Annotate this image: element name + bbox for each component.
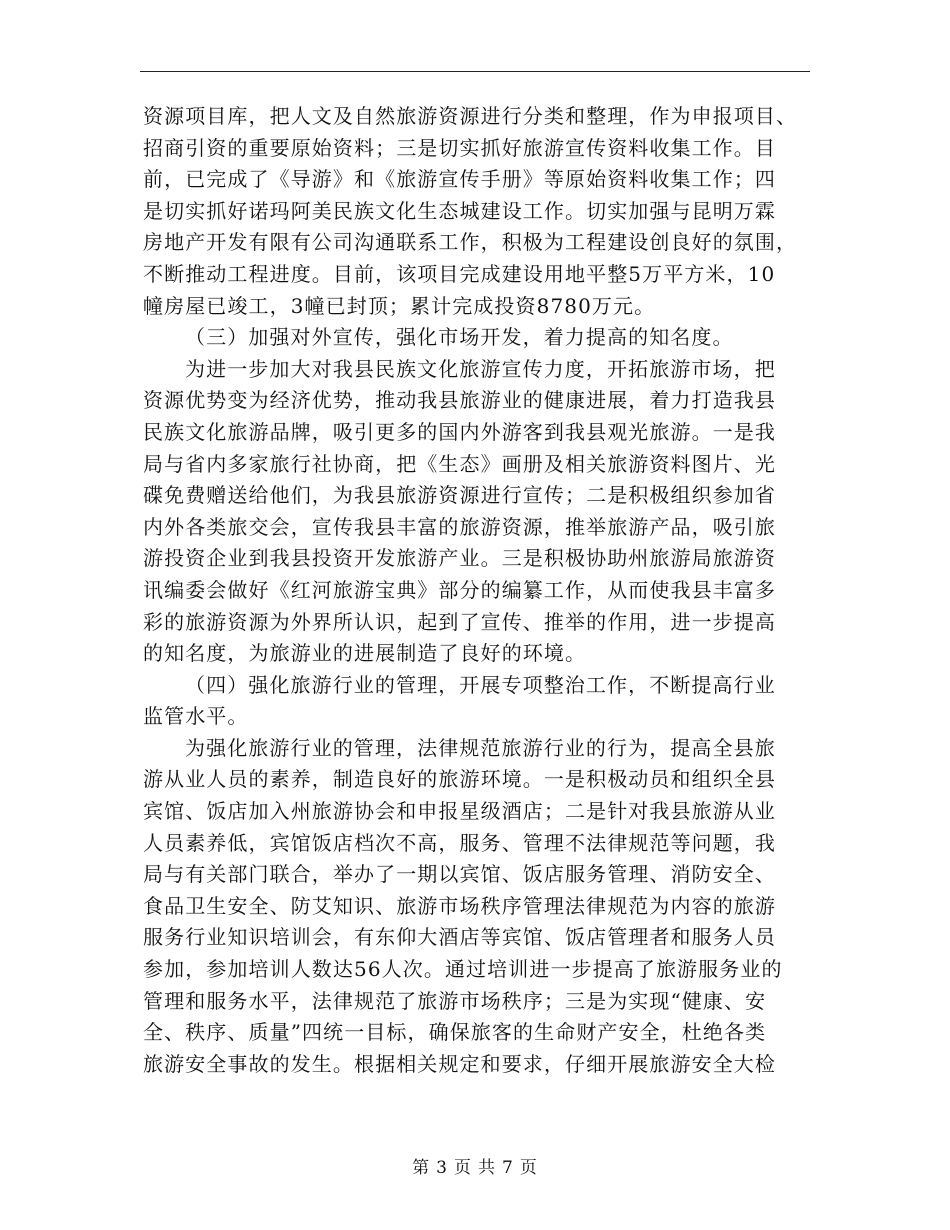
text-line: 房地产开发有限有公司沟通联系工作，积极为工程建设创良好的氛围， [143,230,798,255]
section-heading-4: （四）强化旅游行业的管理，开展专项整治工作，不断提高行业 [185,672,776,697]
total-page-count: 7 [502,1158,514,1178]
text-line: 资源优势变为经济优势，推动我县旅游业的健康进展，着力打造我县 [143,388,776,413]
text-line: 旅游安全事故的发生。根据相关规定和要求，仔细开展旅游安全大检 [143,1051,776,1076]
document-body [143,101,811,1080]
text-line: 讯编委会做好《红河旅游宝典》部分的编纂工作，从而使我县丰富多 [143,577,776,602]
text-line: 资源项目库，把人文及自然旅游资源进行分类和整理，作为申报项目、 [143,104,798,128]
text-line: 全、秩序、质量”四统一目标，确保旅客的生命财产安全，杜绝各类 [143,1020,767,1045]
section-heading-3: （三）加强对外宣传，强化市场开发，着力提高的知名度。 [185,325,734,350]
footer-prefix: 第 [412,1158,431,1178]
header-rule [140,71,810,72]
text-line: 参加，参加培训人数达56人次。通过培训进一步提高了旅游服务业的 [143,957,783,982]
text-line: 内外各类旅交会，宣传我县丰富的旅游资源，推举旅游产品，吸引旅 [143,514,776,539]
text-line: 局与省内多家旅行社协商，把《生态》画册及相关旅游资料图片、光 [143,451,776,476]
text-line: 的知名度，为旅游业的进展制造了良好的环境。 [143,641,587,666]
current-page-number: 3 [436,1158,448,1178]
text-line: 食品卫生安全、防艾知识、旅游市场秩序管理法律规范为内容的旅游 [143,893,776,918]
text-line: 局与有关部门联合，举办了一期以宾馆、饭店服务管理、消防安全、 [143,862,776,887]
text-line: 彩的旅游资源为外界所认识，起到了宣传、推举的作用，进一步提高 [143,609,776,634]
text-line: 幢房屋已竣工，3幢已封顶；累计完成投资8780万元。 [143,293,656,318]
footer-total-word: 共 [478,1158,496,1178]
text-line: 管理和服务水平，法律规范了旅游市场秩序；三是为实现“健康、安 [143,988,767,1013]
footer-suffix: 页 [519,1158,538,1178]
text-line: 为进一步加大对我县民族文化旅游宣传力度，开拓旅游市场，把 [185,356,776,381]
text-line: 服务行业知识培训会，有东仰大酒店等宾馆、饭店管理者和服务人员 [143,925,776,950]
text-line: 为强化旅游行业的管理，法律规范旅游行业的行为，提高全县旅 [185,735,776,760]
text-line: 人员素养低，宾馆饭店档次不高，服务、管理不法律规范等问题，我 [143,830,776,855]
text-line: 民族文化旅游品牌，吸引更多的国内外游客到我县观光旅游。一是我 [143,419,776,444]
page-footer [0,1153,950,1178]
text-line: 招商引资的重要原始资料；三是切实抓好旅游宣传资料收集工作。目 [143,135,776,160]
text-line: 不断推动工程进度。目前，该项目完成建设用地平整5万平方米，10 [143,261,776,286]
section-heading-4-cont: 监管水平。 [143,704,249,729]
footer-page-word: 页 [454,1158,472,1178]
text-line: 是切实抓好诺玛阿美民族文化生态城建设工作。切实加强与昆明万霖 [143,198,776,223]
text-line: 碟免费赠送给他们，为我县旅游资源进行宣传；二是积极组织参加省 [143,483,776,508]
text-line: 游从业人员的素养，制造良好的旅游环境。一是积极动员和组织全县 [143,767,776,792]
text-line: 游投资企业到我县投资开发旅游产业。三是积极协助州旅游局旅游资 [143,546,776,571]
text-line: 前，已完成了《导游》和《旅游宣传手册》等原始资料收集工作；四 [143,167,776,192]
text-line: 宾馆、饭店加入州旅游协会和申报星级酒店；二是针对我县旅游从业 [143,799,776,824]
